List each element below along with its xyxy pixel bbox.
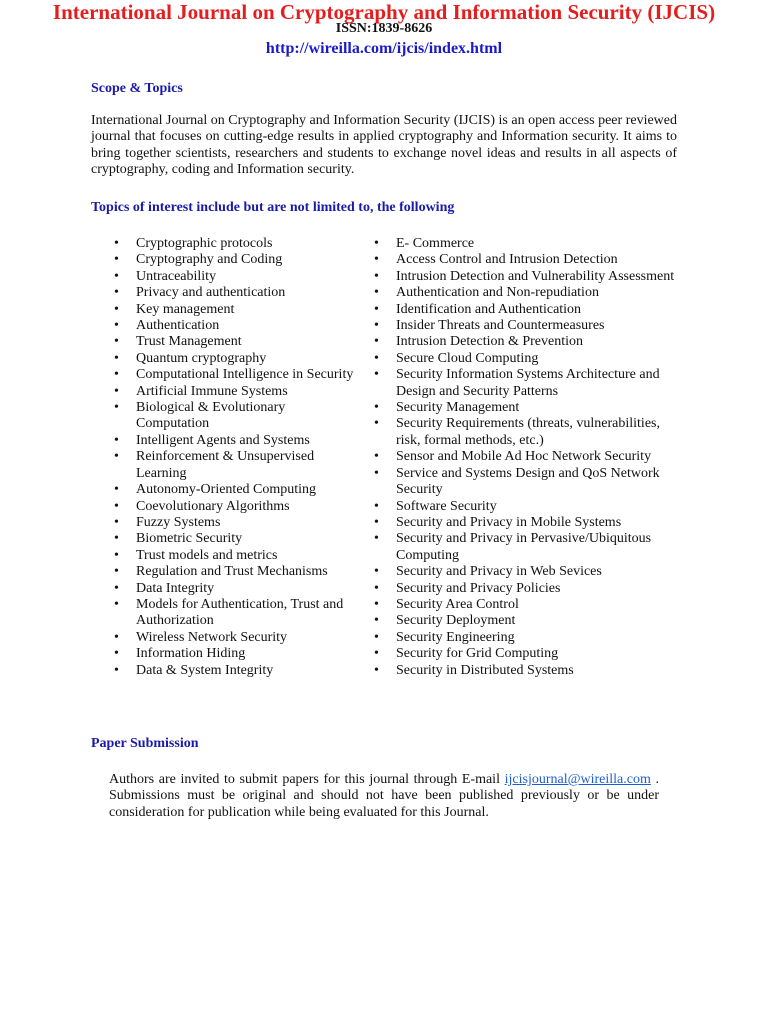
list-item: • Data Integrity xyxy=(114,581,354,597)
list-item: • Models for Authentication, Trust and Authorization xyxy=(114,597,354,630)
scope-heading: Scope & Topics xyxy=(91,81,183,96)
list-item: • Authentication and Non-repudiation xyxy=(374,285,684,301)
list-item: • Computational Intelligence in Security xyxy=(114,367,354,383)
topics-heading: Topics of interest include but are not limited to, the following xyxy=(91,200,455,215)
list-item: • Security in Distributed Systems xyxy=(374,663,684,679)
list-item: • Security and Privacy in Web Sevices xyxy=(374,564,684,580)
list-item: • Security Engineering xyxy=(374,630,684,646)
list-item: • Security and Privacy in Pervasive/Ubiquitous Computing xyxy=(374,531,684,564)
list-item: • Security and Privacy Policies xyxy=(374,581,684,597)
submission-text-after: . Submissions must be original and should not have been published previously or be under consideration for publication while being evaluated for this Journal. xyxy=(109,772,660,820)
topics-list-right xyxy=(374,236,684,679)
submission-heading: Paper Submission xyxy=(91,736,199,751)
scope-paragraph: International Journal on Cryptography and Information Security (IJCIS) is an open access peer reviewed journal that focuses on cutting-edge results in applied cryptography and Information security. It aims to bring together scientists, researchers and students to exchange novel ideas and results in all aspects of cryptography, coding and Information security. xyxy=(91,113,677,178)
list-item: • Information Hiding xyxy=(114,646,354,662)
list-item: • Security for Grid Computing xyxy=(374,646,684,662)
list-item: • Security Area Control xyxy=(374,597,684,613)
list-item: • Security Deployment xyxy=(374,613,684,629)
list-item: • Artificial Immune Systems xyxy=(114,384,354,400)
list-item: • Fuzzy Systems xyxy=(114,515,354,531)
topics-list-left xyxy=(114,236,354,679)
list-item: • Intelligent Agents and Systems xyxy=(114,433,354,449)
list-item: • Identification and Authentication xyxy=(374,302,684,318)
list-item: • Intrusion Detection & Prevention xyxy=(374,334,684,350)
list-item: • Data & System Integrity xyxy=(114,663,354,679)
issn-number: ISSN:1839-8626 xyxy=(335,21,433,36)
list-item: • Biometric Security xyxy=(114,531,354,547)
list-item: • Autonomy-Oriented Computing xyxy=(114,482,354,498)
list-item: • Regulation and Trust Mechanisms xyxy=(114,564,354,580)
list-item: • E- Commerce xyxy=(374,236,684,252)
submission-paragraph xyxy=(109,772,659,821)
list-item: • Security Information Systems Architecture and Design and Security Patterns xyxy=(374,367,684,400)
list-item: • Security Requirements (threats, vulnerabilities, risk, formal methods, etc.) xyxy=(374,416,684,449)
list-item: • Trust models and metrics xyxy=(114,548,354,564)
list-item: • Secure Cloud Computing xyxy=(374,351,684,367)
list-item: • Sensor and Mobile Ad Hoc Network Security xyxy=(374,449,684,465)
list-item: • Authentication xyxy=(114,318,354,334)
list-item: • Software Security xyxy=(374,499,684,515)
list-item: • Cryptographic protocols xyxy=(114,236,354,252)
list-item: • Privacy and authentication xyxy=(114,285,354,301)
list-item: • Intrusion Detection and Vulnerability Assessment xyxy=(374,269,684,285)
list-item: • Trust Management xyxy=(114,334,354,350)
list-item: • Key management xyxy=(114,302,354,318)
list-item: • Coevolutionary Algorithms xyxy=(114,499,354,515)
list-item: • Quantum cryptography xyxy=(114,351,354,367)
submission-text-before: Authors are invited to submit papers for this journal through E-mail xyxy=(109,772,505,787)
list-item: • Access Control and Intrusion Detection xyxy=(374,252,684,268)
list-item: • Cryptography and Coding xyxy=(114,252,354,268)
list-item: • Biological & Evolutionary Computation xyxy=(114,400,354,433)
list-item: • Untraceability xyxy=(114,269,354,285)
list-item: • Security and Privacy in Mobile Systems xyxy=(374,515,684,531)
list-item: • Service and Systems Design and QoS Network Security xyxy=(374,466,684,499)
list-item: • Insider Threats and Countermeasures xyxy=(374,318,684,334)
list-item: • Reinforcement & Unsupervised Learning xyxy=(114,449,354,482)
journal-url-link[interactable]: http://wireilla.com/ijcis/index.html xyxy=(265,40,503,57)
list-item: • Security Management xyxy=(374,400,684,416)
list-item: • Wireless Network Security xyxy=(114,630,354,646)
email-link[interactable]: ijcisjournal@wireilla.com xyxy=(504,772,651,787)
journal-title: International Journal on Cryptography and Information Security (IJCIS) xyxy=(52,0,716,24)
